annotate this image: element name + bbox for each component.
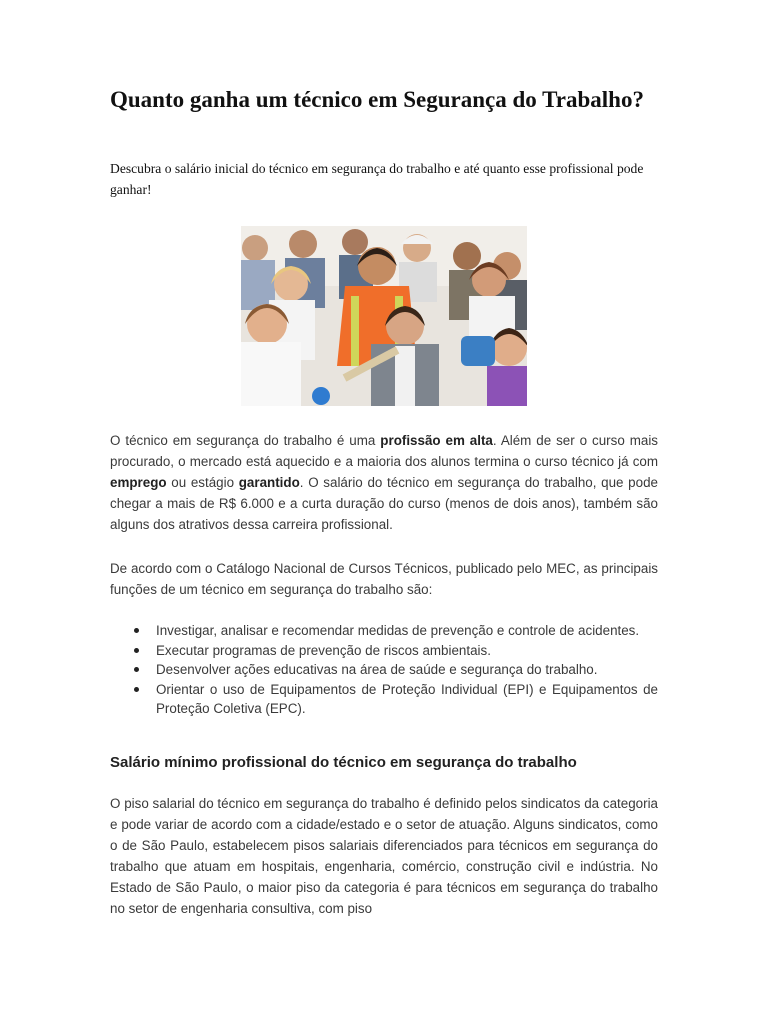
paragraph-catalog: De acordo com o Catálogo Nacional de Cursos Técnicos, publicado pelo MEC, as principais funções de um técnico em segurança do trabalho são: [110, 561, 658, 597]
paragraph-intro [110, 430, 658, 535]
paragraph-intro-text-4: . O salário do técnico em segurança do trabalho, que pode chegar a mais de R$ 6.000 e a curta duração do curso (menos de dois anos), também são alguns dos atrativos dessa carreira profissional. [110, 475, 658, 532]
highlight-garantido: garantido [238, 475, 300, 490]
functions-list [110, 621, 658, 719]
section-heading: Salário mínimo profissional do técnico em segurança do trabalho [110, 754, 577, 771]
paragraph-intro-text-3: ou estágio [166, 475, 239, 490]
group-of-workers-photo [241, 226, 527, 406]
subtitle: Descubra o salário inicial do técnico em segurança do trabalho e até quanto esse profissional pode ganhar! [110, 161, 644, 197]
highlight-emprego: emprego [110, 475, 167, 490]
paragraph-intro-text-2: . Além de ser o curso mais procurado, o mercado está aquecido e a maioria dos alunos termina o curso técnico já com [110, 433, 658, 469]
page-title: Quanto ganha um técnico em Segurança do Trabalho? [110, 87, 644, 112]
highlight-profissao-em-alta: profissão em alta [380, 433, 493, 448]
paragraph-intro-text-1: O técnico em segurança do trabalho é uma [110, 433, 381, 448]
list-item: Orientar o uso de Equipamentos de Proteção Individual (EPI) e Equipamentos de Proteção Coletiva (EPC). [110, 680, 658, 719]
paragraph-salary-floor: O piso salarial do técnico em segurança do trabalho é definido pelos sindicatos da categoria e pode variar de acordo com a cidade/estado e o setor de atuação. Alguns sindicatos, como o de São Paulo, estabelecem pisos salariais diferenciados para técnicos em segurança do trabalho que atuam em hospitais, engenharia, comércio, construção civil e indústria. No Estado de São Paulo, o maior piso da categoria é para técnicos em segurança do trabalho no setor de engenharia consultiva, com piso [110, 796, 658, 916]
list-item: Executar programas de prevenção de riscos ambientais. [110, 641, 658, 661]
list-item: Desenvolver ações educativas na área de saúde e segurança do trabalho. [110, 660, 658, 680]
list-item: Investigar, analisar e recomendar medidas de prevenção e controle de acidentes. [110, 621, 658, 641]
